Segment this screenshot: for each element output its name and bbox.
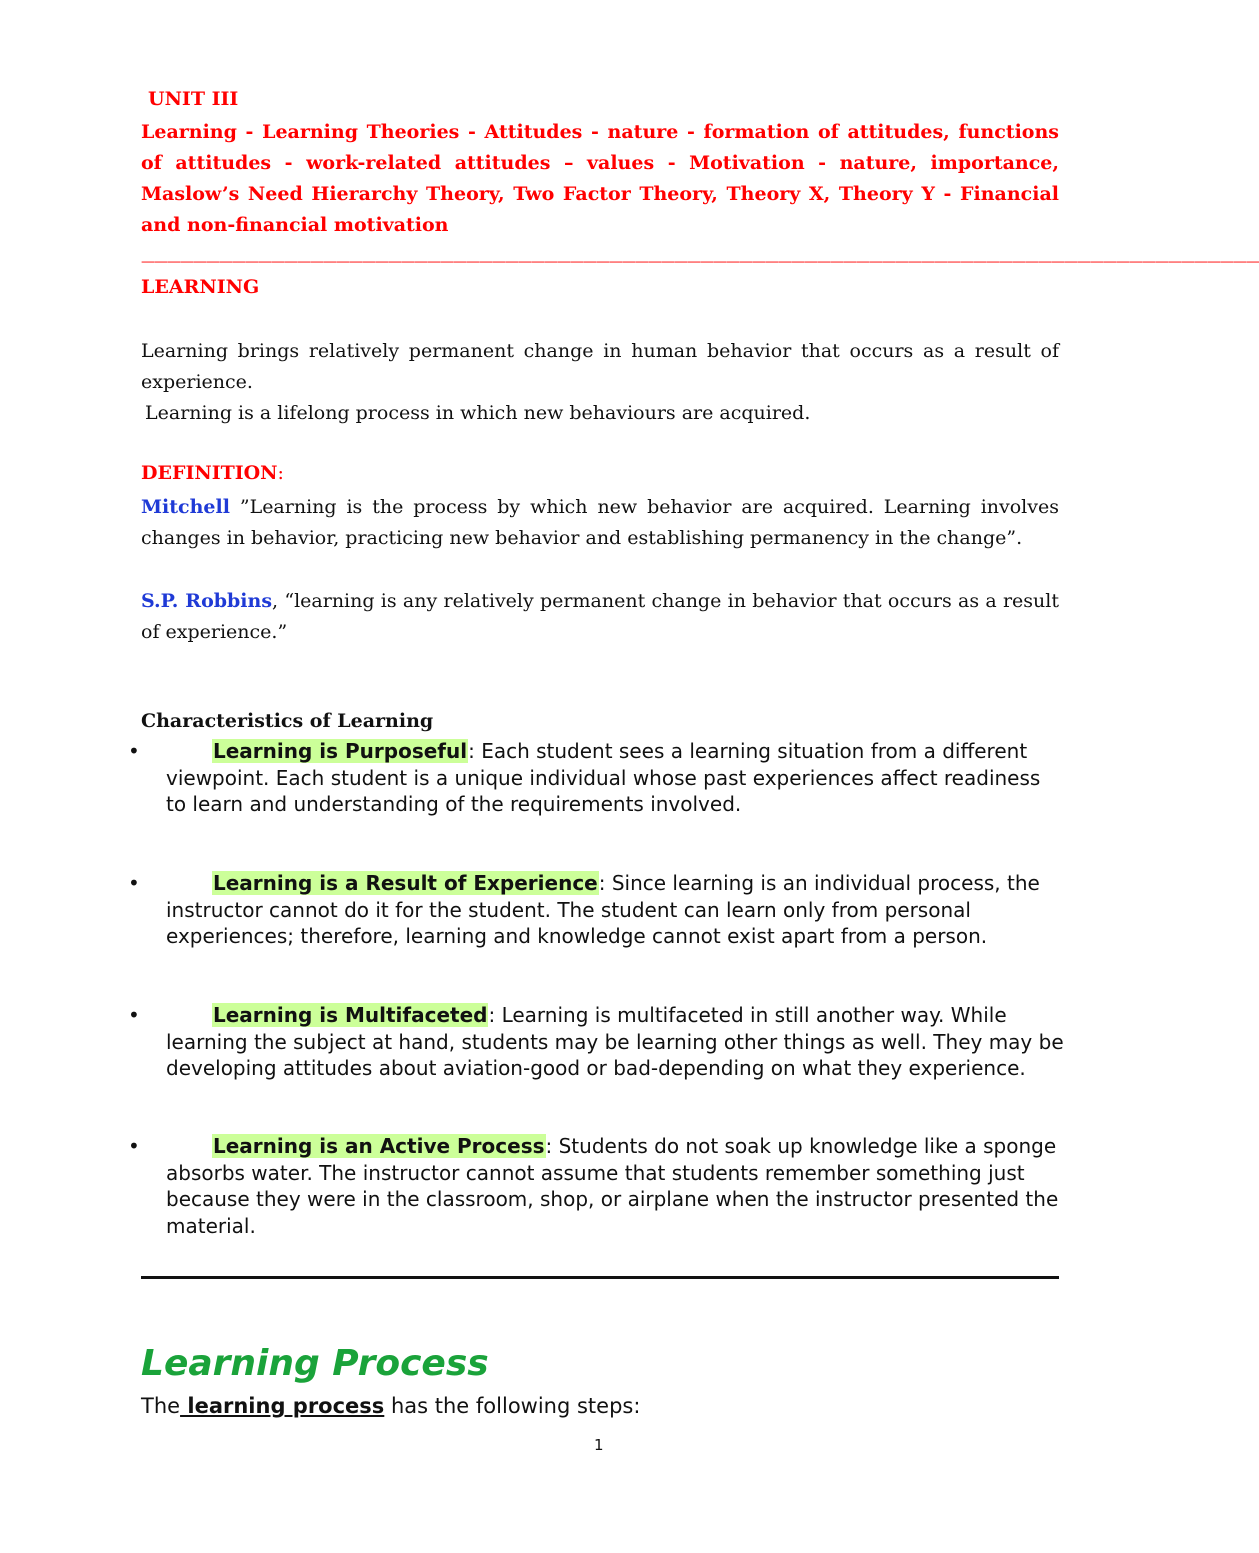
page-number: 1	[594, 1436, 604, 1454]
author-robbins: S.P. Robbins	[141, 590, 273, 612]
bullet-icon: •	[128, 739, 140, 763]
characteristic-term: Learning is Multifaceted	[213, 1003, 488, 1027]
definition-heading	[141, 462, 284, 484]
section-divider	[141, 1276, 1059, 1279]
intro-suffix: has the following steps:	[384, 1394, 641, 1418]
characteristic-term: Learning is a Result of Experience	[213, 871, 598, 895]
definition-robbins	[141, 586, 1059, 648]
author-mitchell: Mitchell	[141, 496, 230, 518]
learning-process-title: Learning Process	[141, 1343, 489, 1384]
intro-prefix: The	[141, 1394, 181, 1418]
learning-paragraph-2: Learning is a lifelong process in which new behaviours are acquired.	[145, 402, 811, 424]
bullet-icon: •	[128, 871, 140, 895]
learning-process-term: learning process	[180, 1394, 385, 1418]
characteristic-term: Learning is Purposeful	[213, 739, 468, 763]
learning-process-intro	[141, 1394, 640, 1418]
robbins-quote: , “learning is any relatively permanent change in behavior that occurs as a result of experience.”	[141, 590, 1060, 643]
list-item-text	[166, 1133, 1066, 1239]
characteristic-description: : Since learning is an individual process, the instructor cannot do it for the student. The student can learn only from personal experiences; therefore, learning and knowledge cannot exist apart from a person.	[166, 871, 1040, 948]
learning-paragraph-1: Learning brings relatively permanent change in human behavior that occurs as a result of experience.	[141, 340, 1059, 393]
list-item-text	[166, 738, 1066, 818]
list-item-text	[166, 870, 1066, 950]
definition-colon: :	[277, 462, 284, 484]
definition-mitchell	[141, 492, 1059, 554]
unit-syllabus: Learning - Learning Theories - Attitudes - nature - formation of attitudes, functions of attitudes - work-related attitudes – values - Motivation - nature, importance, Maslow’s Need Hierarchy Theory, Two Factor Theory, Theory X, Theory Y - Financial and non-financial motivation	[141, 121, 1059, 236]
dashed-divider: ——————————————————————————————————————————————————————————————————————————————————————	[141, 254, 1259, 270]
characteristic-term: Learning is an Active Process	[213, 1134, 545, 1158]
characteristics-heading: Characteristics of Learning	[141, 710, 434, 732]
list-item-text	[166, 1002, 1066, 1082]
definition-label: DEFINITION	[141, 462, 278, 484]
characteristic-description: : Learning is multifaceted in still another way. While learning the subject at hand, students may be learning other things as well. They may be developing attitudes about aviation-good or bad-depending on what they experience.	[166, 1003, 1064, 1080]
unit-title: UNIT III	[148, 88, 239, 110]
bullet-icon: •	[128, 1134, 140, 1158]
learning-heading: LEARNING	[141, 276, 260, 298]
characteristic-description: : Each student sees a learning situation from a different viewpoint. Each student is a unique individual whose past experiences affect readiness to learn and understanding of the requirements involved.	[166, 739, 1041, 816]
mitchell-quote: ”Learning is the process by which new behavior are acquired. Learning involves changes in behavior, practicing new behavior and establishing permanency in the change”.	[141, 496, 1059, 549]
characteristic-description: : Students do not soak up knowledge like a sponge absorbs water. The instructor cannot assume that students remember something just because they were in the classroom, shop, or airplane when the instructor presented the material.	[166, 1134, 1059, 1238]
bullet-icon: •	[128, 1003, 140, 1027]
